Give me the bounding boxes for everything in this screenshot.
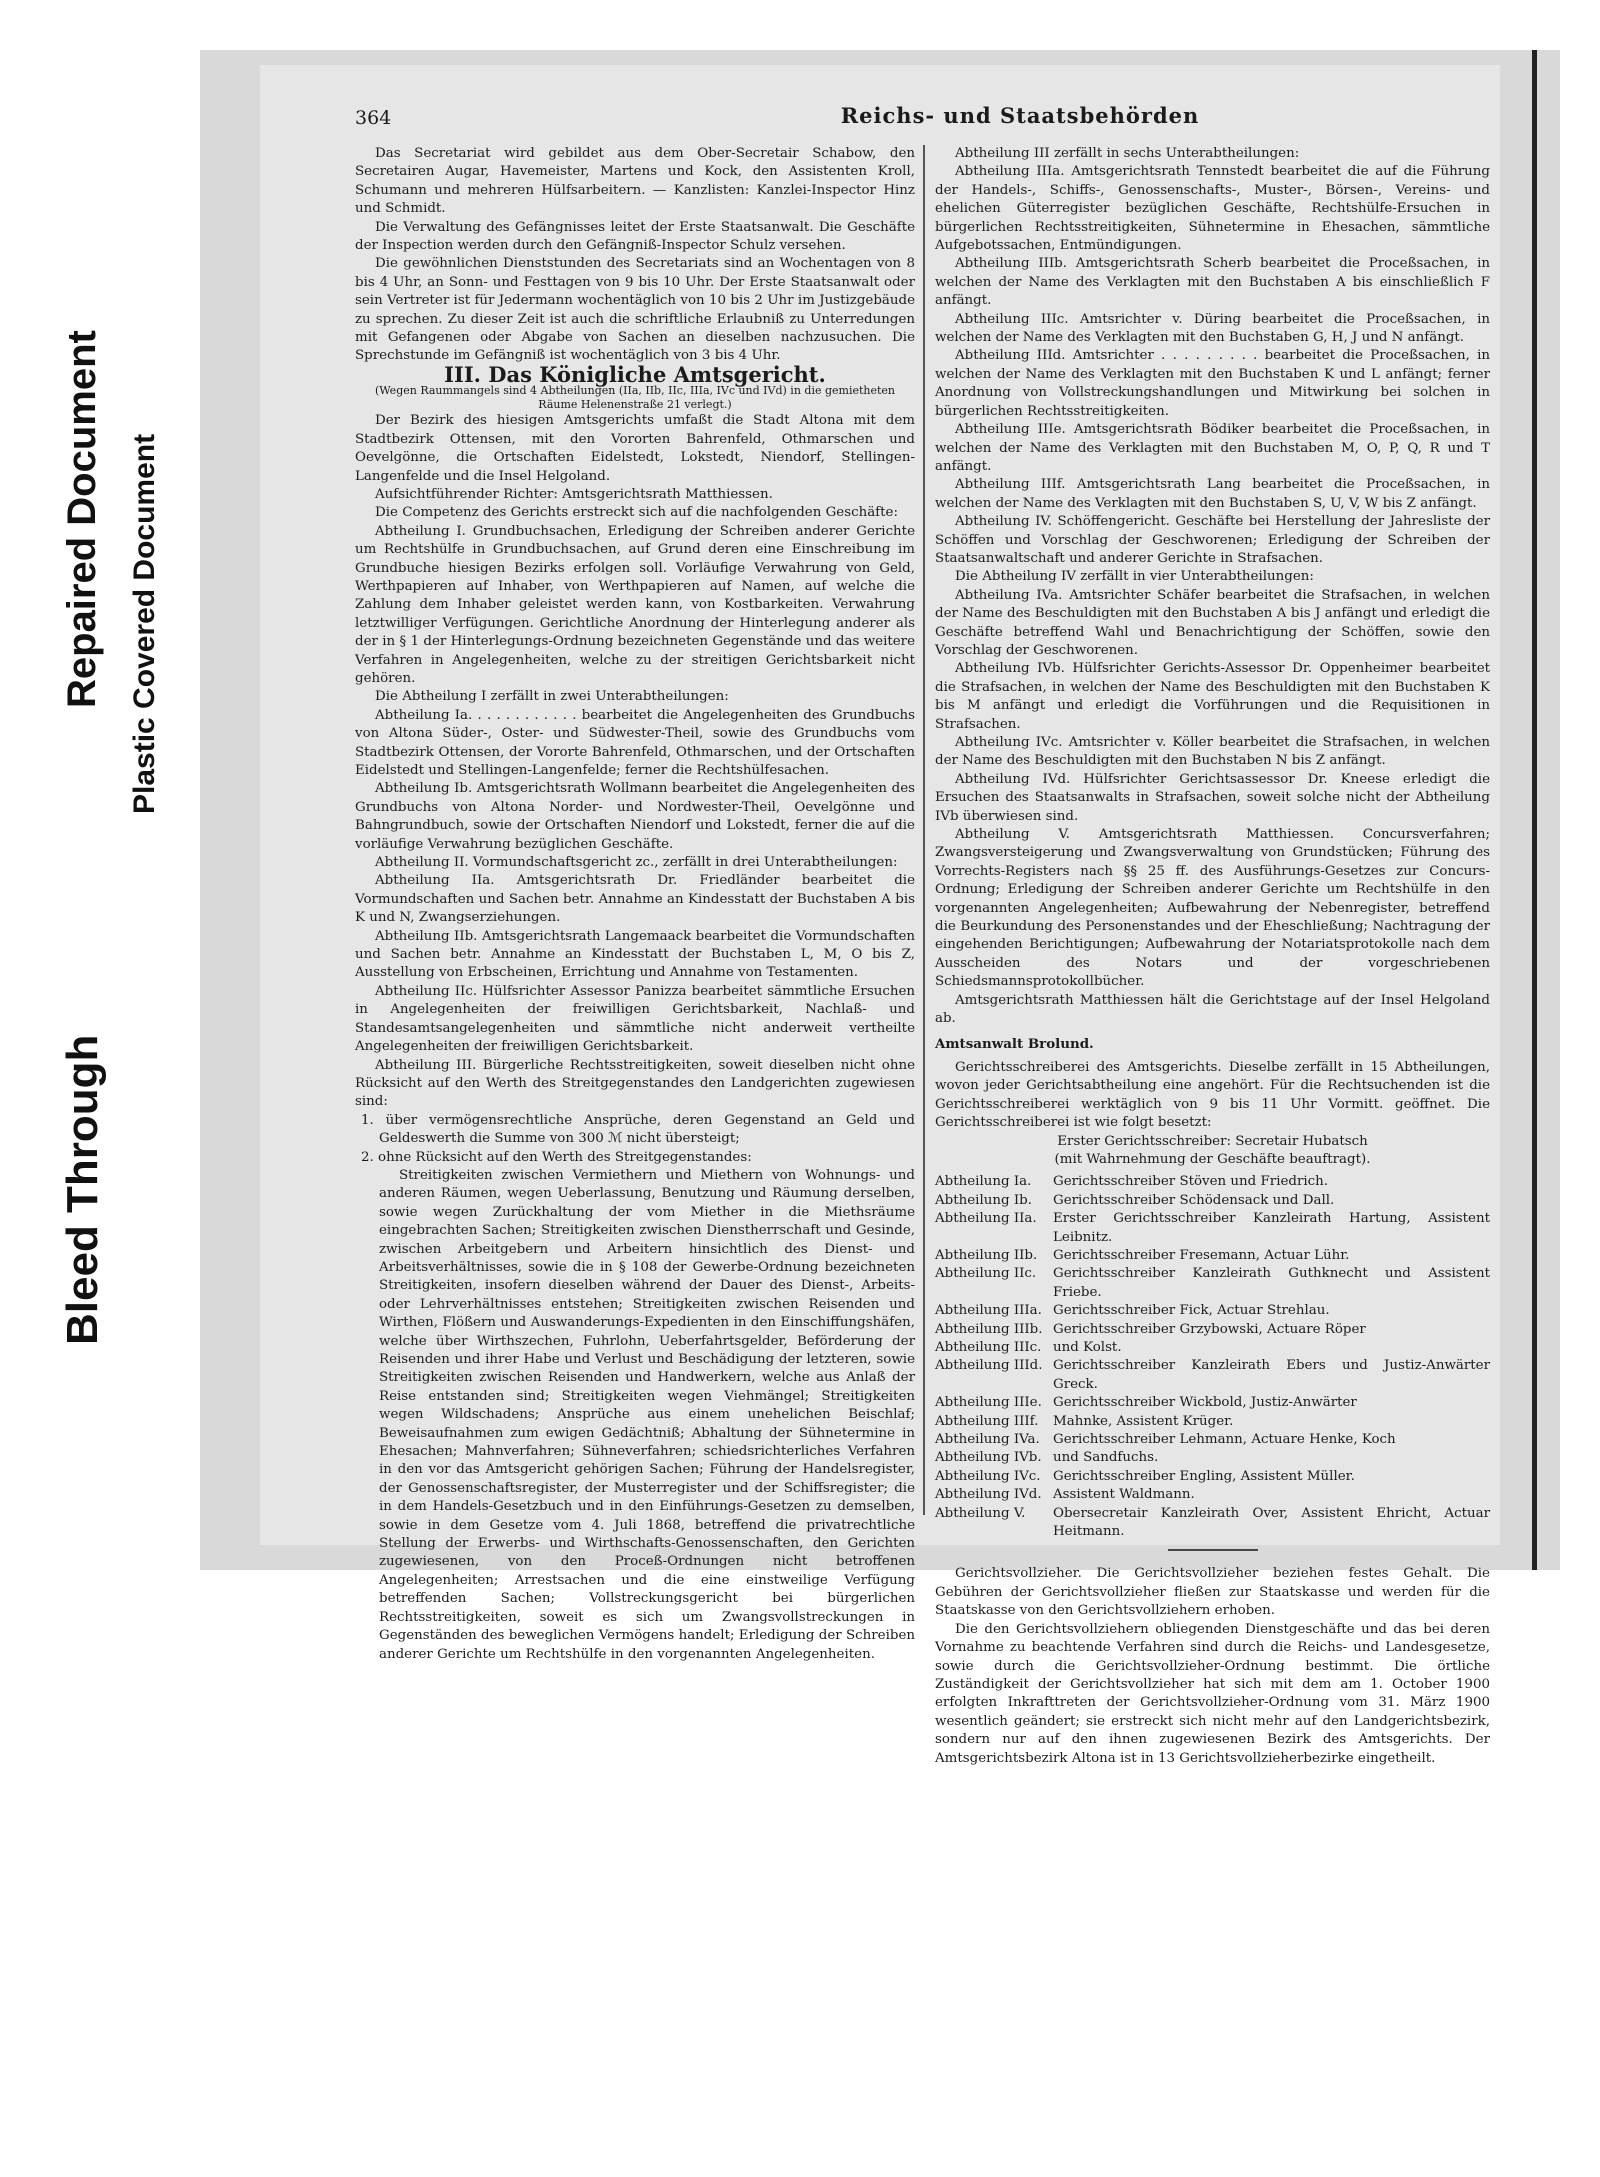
staff-row — [935, 1247, 1490, 1265]
staff-row — [935, 1486, 1490, 1504]
list-item: 1. über vermögensrechtliche Ansprüche, deren Gegenstand an Geld und Geldeswerth die Summe von 300 ℳ nicht übersteigt; — [361, 1112, 915, 1147]
staff-department: Abtheilung IVb. — [935, 1450, 1042, 1466]
column-divider — [923, 145, 925, 1515]
staff-members: und Sandfuchs. — [1053, 1450, 1159, 1466]
staff-department: Abtheilung Ib. — [935, 1192, 1032, 1208]
staff-members: Gerichtsschreiber Stöven und Friedrich. — [1053, 1174, 1329, 1190]
staff-department: Abtheilung IIIe. — [935, 1395, 1042, 1411]
staff-row — [935, 1413, 1490, 1431]
prosecutor-line: Amtsanwalt Brolund. — [935, 1035, 1094, 1052]
paragraph: Abtheilung IVb. Hülfsrichter Gerichts-Assessor Dr. Oppenheimer bearbeitet die Strafsachen, in welchen der Name des Beschuldigten mit den Buchstaben K bis M anfängt und erledigt die Vorführungen und die Requisitionen in Strafsachen. — [935, 661, 1490, 732]
paragraph: Die Competenz des Gerichts erstreckt sich auf die nachfolgenden Geschäfte: — [375, 505, 898, 521]
list-item: 2. ohne Rücksicht auf den Werth des Streitgegenstandes: — [361, 1149, 752, 1165]
staff-row — [935, 1394, 1490, 1412]
paragraph: Abtheilung IVc. Amtsrichter v. Köller bearbeitet die Strafsachen, in welchen der Name des Beschuldigten mit den Buchstaben N bis Z anfängt. — [935, 735, 1490, 769]
staff-members: und Kolst. — [1053, 1340, 1122, 1355]
paragraph: Amtsgerichtsrath Matthiessen hält die Gerichtstage auf der Insel Helgoland ab. — [935, 992, 1490, 1027]
staff-department: Abtheilung IIId. — [935, 1358, 1043, 1374]
staff-row — [935, 1449, 1490, 1467]
staff-row — [935, 1468, 1490, 1486]
staff-members: Assistent Waldmann. — [1053, 1487, 1195, 1503]
paragraph: Abtheilung IIIf. Amtsgerichtsrath Lang bearbeitet die Proceßsachen, in welchen der Name des Verklagten mit den Buchstaben S, U, V, W bis Z anfängt. — [935, 477, 1490, 511]
paragraph: Das Secretariat wird gebildet aus dem Ober-Secretair Schabow, den Secretairen Augar, Havemeister, Martens und Kock, den Assistenten Kroll, Schumann und mehreren Hülfsarbeitern. — Kanzlisten: Kanzlei-Inspector Hinz und Schmidt. — [355, 146, 915, 217]
staff-members: Gerichtsschreiber Kanzleirath Ebers und Justiz-Anwärter Greck. — [1053, 1358, 1490, 1392]
staff-department: Abtheilung IIc. — [935, 1266, 1037, 1282]
staff-row — [935, 1357, 1490, 1394]
staff-members: Gerichtsschreiber Engling, Assistent Müller. — [1053, 1468, 1355, 1484]
staff-members: Gerichtsschreiber Fick, Actuar Strehlau. — [1053, 1303, 1330, 1319]
paragraph: Die Verwaltung des Gefängnisses leitet der Erste Staatsanwalt. Die Geschäfte der Inspection werden durch den Gefängniß-Inspector Schulz versehen. — [355, 219, 915, 254]
staff-row — [935, 1302, 1490, 1320]
section-title: III. Das Königliche Amtsgericht. — [444, 361, 826, 387]
separator-rule — [1168, 1549, 1258, 1551]
annotation-sidebar — [0, 0, 200, 1560]
staff-members: Obersecretair Kanzleirath Over, Assistent Ehricht, Actuar Heitmann. — [1053, 1505, 1490, 1540]
staff-members: Gerichtsschreiber Wickbold, Justiz-Anwärter — [1053, 1395, 1357, 1411]
staff-row — [935, 1431, 1490, 1449]
paragraph: Abtheilung IIc. Hülfsrichter Assessor Panizza bearbeitet sämmtliche Ersuchen in Angelegenheiten der freiwilligen Gerichtsbarkeit, Nachlaß- und Standesamtsangelegenheiten und sämmtliche nicht anderweit vertheilte Angelegenheiten der freiwilligen Gerichtsbarkeit. — [355, 983, 915, 1055]
paragraph: Die den Gerichtsvollziehern obliegenden Dienstgeschäfte und das bei deren Vornahme zu beachtende Verfahren sind durch die Reichs- und Landesgesetze, sowie durch die Gerichtsvollzieher-Ordnung bestimmt. Die örtliche Zuständigkeit der Gerichtsvollzieher hat sich mit dem am 1. October 1900 erfolgten Inkrafttreten der Gerichtsvollzieher-Ordnung vom 31. März 1900 wesentlich geändert; sie erstreckt sich nicht mehr auf den Landgerichtsbezirk, sondern nur auf den ihnen zugewiesenen Bezirk des Amtsgerichts. Der Amtsgerichtsbezirk Altona ist in 13 Gerichtsvollzieherbezirke eingetheilt. — [935, 1621, 1490, 1766]
paragraph: Abtheilung V. Amtsgerichtsrath Matthiessen. Concursverfahren; Zwangsversteigerung und Zwangsverwaltung von Grundstücken; Führung des Vorrechts-Registers nach §§ 25 ff. des Ausführungs-Gesetzes zur Concurs-Ordnung; Erledigung der Schreiben anderer Gerichte um Rechtshülfe in den vorgenannten Angelegenheiten; Aufbewahrung der Nebenregister, betreffend die Beurkundung des Personenstandes und der Eheschließung; Nachtragung der eingehenden Berichtigungen; Aufbewahrung der Notariatsprotokolle nach dem Ausscheiden des Notars und der vorgeschriebenen Schiedsmannsprotokollbücher. — [935, 827, 1490, 990]
paragraph: Abtheilung IV. Schöffengericht. Geschäfte bei Herstellung der Jahresliste der Schöffen und Vorschlag der Geschworenen; Erledigung der Schreiben der Staatsanwaltschaft und anderer Gerichte in Strafsachen. — [935, 514, 1490, 566]
page-number: 364 — [355, 107, 392, 129]
staff-department: Abtheilung IIIa. — [935, 1303, 1042, 1319]
staff-members: Gerichtsschreiber Fresemann, Actuar Lühr. — [1053, 1247, 1350, 1263]
staff-department: Abtheilung IVc. — [935, 1468, 1041, 1484]
paragraph: Abtheilung III. Bürgerliche Rechtsstreitigkeiten, soweit dieselben nicht ohne Rücksicht auf den Werth des Streitgegenstandes den Landgerichten zugewiesen sind: — [355, 1057, 915, 1110]
paragraph: Abtheilung IIId. Amtsrichter . . . . . . . . . bearbeitet die Proceßsachen, in welchen der Name des Verklagten mit den Buchstaben K und L anfängt; ferner Anordnung von Vollstreckungshandlungen und Mitwirkung bei solchen in bürgerlichen Rechtsstreitigkeiten. — [935, 348, 1490, 419]
bleed-through-label: Bleed Through — [58, 1034, 107, 1345]
paragraph: Die gewöhnlichen Dienststunden des Secretariats sind an Wochentagen von 8 bis 4 Uhr, an Sonn- und Festtagen von 9 bis 10 Uhr. Der Erste Staatsanwalt oder sein Vertreter ist für Jedermann wochentäglich von 10 bis 2 Uhr im Justizgebäude zu sprechen. Zu dieser Zeit ist auch die schriftliche Erlaubniß zu Unterredungen mit Gefangenen oder Abgabe von Sachen an dieselben nachzusuchen. Die Sprechstunde im Gefängniß ist wochentäglich von 3 bis 4 Uhr. — [355, 256, 915, 364]
scanned-page-area — [200, 50, 1560, 1766]
staff-list — [935, 1173, 1490, 1541]
staff-department: Abtheilung IIIc. — [935, 1340, 1042, 1355]
paragraph: Die Abtheilung I zerfällt in zwei Unterabtheilungen: — [375, 689, 729, 705]
paragraph: Aufsichtführender Richter: Amtsgerichtsrath Matthiessen. — [375, 486, 773, 502]
staff-department: Abtheilung Ia. — [935, 1174, 1032, 1190]
paragraph: Abtheilung IIIa. Amtsgerichtsrath Tennstedt bearbeitet die auf die Führung der Handels-, Schiffs-, Genossenschafts-, Muster-, Börsen-, Vereins- und ehelichen Güterregister bezüglichen Geschäfte, Rechtshülfe-Ersuchen in bürgerlichen Rechtsstreitigkeiten, Sühnetermine in Ehesachen, sämmtliche Aufgebotssachen, Entmündigungen. — [935, 164, 1490, 254]
paragraph: Abtheilung IIIb. Amtsgerichtsrath Scherb bearbeitet die Proceßsachen, in welchen der Name des Verklagten mit den Buchstaben A bis einschließlich F anfängt. — [935, 256, 1490, 309]
paragraph: Die Abtheilung IV zerfällt in vier Unterabtheilungen: — [955, 569, 1314, 585]
paragraph: Abtheilung Ib. Amtsgerichtsrath Wollmann bearbeitet die Angelegenheiten des Grundbuchs von Altona Norder- und Nordwester-Theil, Oevelgönne und Bahngrundbuch, sowie der Ortschaften Niendorf und Lokstedt, ferner die auf die vorläufige Verwahrung bezüglichen Geschäfte. — [355, 781, 915, 852]
staff-heading: Erster Gerichtsschreiber: Secretair Hubatsch (mit Wahrnehmung der Geschäfte beauftragt). — [1054, 1133, 1371, 1167]
paragraph: Abtheilung IIb. Amtsgerichtsrath Langemaack bearbeitet die Vormundschaften und Sachen betr. Annahme an Kindesstatt der Buchstaben L, M, O bis Z, Ausstellung von Erbscheinen, Errichtung und Annahme von Testamenten. — [355, 928, 915, 981]
staff-department: Abtheilung IIIf. — [935, 1413, 1039, 1429]
paragraph: Abtheilung III zerfällt in sechs Unterabtheilungen: — [955, 146, 1300, 161]
paragraph: Abtheilung Ia. . . . . . . . . . . . bearbeitet die Angelegenheiten des Grundbuchs von Altona Süder-, Oster- und Südwester-Theil, sowie des Grundbuchs vom Stadtbezirk Ottensen, der Vororte Bahrenfeld, Othmarschen, und der Ortschaften Eidelstedt und Stellingen-Langenfelde; ferner die Rechtshülfesachen. — [355, 707, 915, 778]
staff-row — [935, 1173, 1490, 1191]
staff-department: Abtheilung V. — [935, 1505, 1026, 1521]
staff-row — [935, 1192, 1490, 1210]
staff-members: Gerichtsschreiber Kanzleirath Guthknecht und Assistent Friebe. — [1053, 1266, 1490, 1300]
staff-department: Abtheilung IIIb. — [935, 1321, 1043, 1337]
staff-row — [935, 1339, 1490, 1357]
staff-members: Mahnke, Assistent Krüger. — [1053, 1413, 1234, 1429]
paragraph: Abtheilung IIa. Amtsgerichtsrath Dr. Friedländer bearbeitet die Vormundschaften und Sachen betr. Annahme an Kindesstatt der Buchstaben A bis K und N, Zwangserziehungen. — [355, 873, 915, 926]
section-note: (Wegen Raummangels sind 4 Abtheilungen (IIa, IIb, IIc, IIIa, IVc und IVd) in die gemietheten Räume Helenenstraße 21 verlegt.) — [374, 384, 896, 412]
paragraph: Abtheilung IVa. Amtsrichter Schäfer bearbeitet die Strafsachen, in welchen der Name des Beschuldigten mit den Buchstaben A bis J anfängt und erledigt die Geschäfte betreffend Wahl und Benachrichtigung der Schöffen, sowie den Vorschlag der Geschworenen. — [935, 587, 1490, 658]
staff-department: Abtheilung IIa. — [935, 1211, 1037, 1227]
paragraph: Streitigkeiten zwischen Vermiethern und Miethern von Wohnungs- und anderen Räumen, wegen Ueberlassung, Benutzung und Räumung derselben, sowie wegen Zurückhaltung der vom Miether in die Miethsräume eingebrachten Sachen; Streitigkeiten zwischen Dienstherrschaft und Gesinde, zwischen Arbeitgebern und Arbeitern hinsichtlich des Dienst- und Arbeitsverhältnisses, sowie die in § 108 der Gewerbe-Ordnung bezeichneten Streitigkeiten, insofern dieselben während der Dauer des Dienst-, Arbeits- oder Lehrverhältnisses entstehen; Streitigkeiten zwischen Reisenden und Wirthen, Flößern und Auswanderungs-Expedienten in den Einschiffungshäfen, welche über Wirthszechen, Fuhrlohn, Ueberfahrtsgelder, Beförderung der Reisenden und ihrer Habe und Verlust und Beschädigung der letzteren, sowie Streitigkeiten zwischen Reisenden und Handwerkern, welche aus Anlaß der Reise entstanden sind; Streitigkeiten wegen Viehmängel; Streitigkeiten wegen Wildschadens; Ansprüche aus einem unehelichen Beischlaf; Beweisaufnahmen zum ewigen Gedächtniß; Abhaltung der Sühnetermine in Ehesachen; Mahnverfahren; Sühneverfahren; schiedsrichterliches Verfahren in den vor das Amtsgericht gehörigen Sachen; Führung der Handelsregister, der Genossenschaftsregister, der Musterregister und der Schiffsregister; die in dem Handels-Gesetzbuch und in den Einführungs-Gesetzen zu demselben, sowie in dem Gesetze vom 4. Juli 1868, betreffend die privatrechtliche Stellung der Erwerbs- und Wirthschafts-Genossenschaften, den Gerichten zugewiesenen, von den Proceß-Ordnungen nicht betroffenen Angelegenheiten; Arrestsachen und die eine einstweilige Verfügung betreffenden Sachen; Vollstreckungsgericht bei bürgerlichen Rechtsstreitigkeiten, soweit es sich um Zwangsvollstreckungen in Gegenständen des beweglichen Vermögens handelt; Erledigung der Schreiben anderer Gerichte um Rechtshülfe in den vorgenannten Angelegenheiten. — [379, 1167, 915, 1662]
staff-department: Abtheilung IVd. — [935, 1487, 1042, 1503]
staff-row — [935, 1321, 1490, 1339]
paragraph: Abtheilung IIIe. Amtsgerichtsrath Bödiker bearbeitet die Proceßsachen, in welchen der Name des Verklagten mit den Buchstaben M, O, P, Q, R und T anfängt. — [935, 422, 1490, 474]
staff-members: Gerichtsschreiber Lehmann, Actuare Henke, Koch — [1053, 1432, 1396, 1448]
paragraph: Der Bezirk des hiesigen Amtsgerichts umfaßt die Stadt Altona mit dem Stadtbezirk Ottensen, mit den Vororten Bahrenfeld, Othmarschen und Oevelgönne, die Ortschaften Eidelstedt, Lokstedt, Niendorf, Stellingen-Langenfelde und die Insel Helgoland. — [355, 413, 915, 484]
running-head: Reichs- und Staatsbehörden — [840, 103, 1200, 128]
paragraph: Abtheilung I. Grundbuchsachen, Erledigung der Schreiben anderer Gerichte um Rechtshülfe in Grundbuchsachen, auf Grund deren eine Einschreibung im Grundbuche hiesigen Bezirks erfolgen soll. Vorläufige Verwahrung von Geld, Werthpapieren auf Inhaber, von Werthpapieren auf Namen, auf welche die Zahlung dem Inhaber geleistet werden kann, von Kostbarkeiten. Verwahrung letztwilliger Verfügungen. Gerichtliche Anordnung der Hinterlegung anderer als der in § 1 der Hinterlegungs-Ordnung bezeichneten Gegenstände und das weitere Verfahren in Angelegenheiten, welche zu der streitigen Gerichtsbarkeit nicht gehören. — [355, 523, 915, 686]
paragraph: Abtheilung IVd. Hülfsrichter Gerichtsassessor Dr. Kneese erledigt die Ersuchen des Staatsanwalts in Strafsachen, soweit solche nicht der Abtheilung IVb überwiesen sind. — [935, 771, 1490, 824]
right-column — [935, 145, 1490, 1768]
paragraph: Gerichtsschreiberei des Amtsgerichts. Dieselbe zerfällt in 15 Abtheilungen, wovon jeder Gerichtsabtheilung eine angehört. Für die Rechtsuchenden ist die Gerichtsschreiberei werktäglich von 9 bis 11 Uhr Vormitt. geöffnet. Die Gerichtsschreiberei ist wie folgt besetzt: — [935, 1059, 1490, 1131]
staff-members: Erster Gerichtsschreiber Kanzleirath Hartung, Assistent Leibnitz. — [1053, 1211, 1490, 1245]
staff-row — [935, 1505, 1490, 1542]
staff-department: Abtheilung IIb. — [935, 1247, 1038, 1263]
left-column — [355, 145, 915, 1664]
plastic-covered-label: Plastic Covered Document — [128, 433, 161, 814]
paragraph: Abtheilung II. Vormundschaftsgericht zc., zerfällt in drei Unterabtheilungen: — [375, 855, 898, 871]
staff-row — [935, 1265, 1490, 1302]
repaired-document-label: Repaired Document — [60, 330, 104, 708]
staff-members: Gerichtsschreiber Schödensack und Dall. — [1053, 1192, 1335, 1208]
staff-members: Gerichtsschreiber Grzybowski, Actuare Röper — [1053, 1321, 1366, 1337]
scan-edge — [1532, 50, 1537, 1570]
staff-department: Abtheilung IVa. — [935, 1432, 1040, 1448]
paragraph: Abtheilung IIIc. Amtsrichter v. Düring bearbeitet die Proceßsachen, in welchen der Name des Verklagten mit den Buchstaben G, H, J und N anfängt. — [935, 311, 1490, 346]
document-page — [260, 65, 1500, 1766]
staff-row — [935, 1210, 1490, 1247]
paragraph: Gerichtsvollzieher. Die Gerichtsvollzieher beziehen festes Gehalt. Die Gebühren der Gerichtsvollzieher fließen zur Staatskasse und werden für die Staatskasse von den Gerichtsvollziehern erhoben. — [935, 1566, 1490, 1619]
